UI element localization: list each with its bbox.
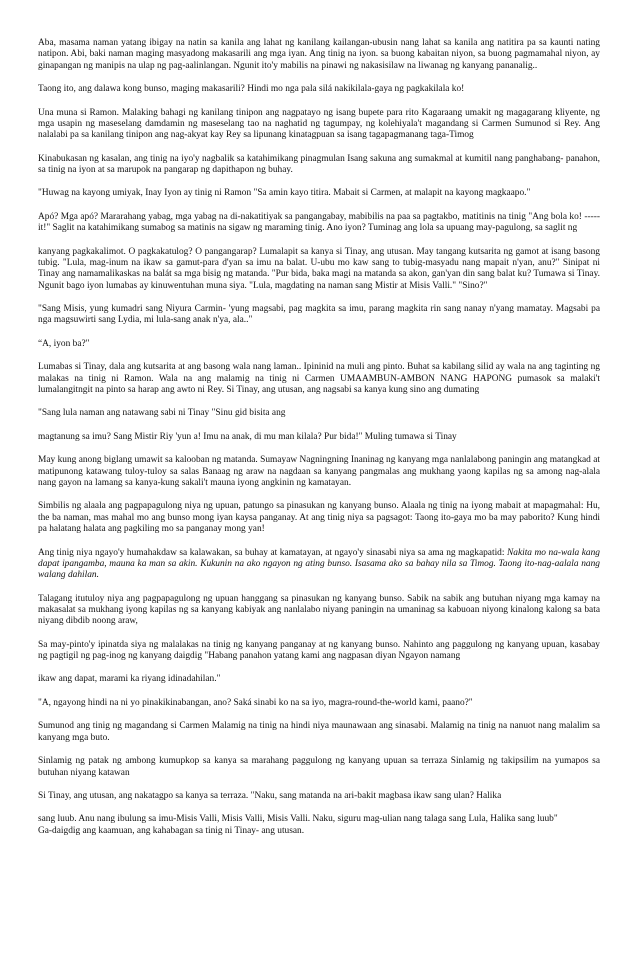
- paragraph: "Sang Misis, yung kumadri sang Niyura Carmin- 'yung magsabi, pag magkita sa imu, parang magkita rin sang nanay n'yang mamatay. Magsabi pa nga magsuwirti sang Lydia, mi lula-sang anak n'ya, ala..": [38, 304, 600, 326]
- paragraph: magtanung sa imu? Sang Mistir Riy 'yun a! Imu na anak, di mu man kilala? Pur bida!" Muling tumawa si Tinay: [38, 431, 457, 442]
- paragraph: Aba, masama naman yatang ibigay na natin sa kanila ang lahat ng kanilang kailangan-ubusin nang lahat sa kanila ang natitira pa sa kaunti nating natipon. Abi, baki naman maging masyadong makasarili ang mga iyan. Ang tinig na iyon. sa buong kabaitan niyon, sa buong pagmamahal niyon, ay ginapangan ng manipis na ulap ng pag-aalinlangan. Ngunit ito'y mabilis na pinawi ng nakasisilaw na liwanag ng kanyang pananalig..: [38, 38, 600, 71]
- paragraph: Kinabukasan ng kasalan, ang tinig na iyo'y nagbalik sa katahimikang pinagmulan Isang sakuna ang sumakmal at kumitil nang panghabang- panahon, sa tinig na iyon at sa marupok na pangarap ng dapithapon ng buhay.: [38, 153, 600, 175]
- paragraph: sang luub. Anu nang ibulung sa imu-Misis Valli, Misis Valli, Misis Valli. Naku, siguru mag-ulian nang talaga sang Lula, Halika sang luub": [38, 814, 558, 825]
- paragraph: Apó? Mga apó? Mararahang yabag, mga yabag na di-nakatitiyak sa pangangabay, mabibilis na paa sa pagtakbo, matitinis na tinig "Ang bola ko! -----it!" Saglit na katahimikang sumabog sa matinis na sigaw ng maraming tinig. Ano iyon? Tuminag ang lola sa upuang may-pagulong, sa saglit ng: [38, 211, 600, 234]
- paragraph: Talagang itutuloy niya ang pagpapagulong ng upuan hanggang sa pinasukan ng kanyang bunso. Sabik na sabik ang butuhan niyang mga kamay na makasalat sa mukhang iyong kapilas ng sa kanyang kabiyak ang nanlalabo niyang paningin na umaninag sa kabuoan niyong kinalong kalong sa bata niyang dibdib noong araw,: [38, 593, 600, 627]
- paragraph: Ga-daigdig ang kaamuan, ang kahabagan sa tinig ni Tinay- ang utusan.: [38, 825, 305, 836]
- paragraph: “A, iyon ba?": [38, 338, 90, 349]
- paragraph: kanyang pagkakalimot. O pagkakatulog? O pangangarap? Lumalapit sa kanya si Tinay, ang utusan. May tangang kutsarita ng gamot at isang basong tubig. "Lula, mag-inum na ikaw sa gamut-para d'yan sa imu na balat. U-ubu mo kaw sang to tubig-masyadu nang mapait n'yan, anu?" Sinipat ni Tinay ang namamalikaskas na balát sa mga bisig ng matanda. "Pur bida, baka magi na matanda sa akon, gan'yan din sang balat ku? Tumawa si Tinay. Ngunit bago iyon lumabas ay kinuwentuhan muna siya. "Lula, magdating na naman sang Mistir at Misis Valli." "Sino?": [38, 246, 600, 291]
- paragraph: [38, 548, 600, 582]
- paragraph: Sa may-pinto'y ipinatda siya ng malalakas na tinig ng kanyang panganay at ng kanyang bunso. Nahinto ang paggulong ng kanyang upuan, kasabay ng pagtigil ng pag-inog ng kanyang daigdig "Habang panahon yatang kami ang nagpasan diyan Ngayon namang: [38, 639, 600, 661]
- paragraph: Simbilis ng alaala ang pagpapagulong niya ng upuan, patungo sa pinasukan ng kanyang bunso. Alaala ng tinig na iyong mabait at mapagmahal: Hu, the ba naman, mas mahal mo ang bunso mong iyan kaysa panganay. At ang tinig niya sa pagsagot: Taong ito-gaya mo ba may paborito? Kung hindi pa halatang halata ang pagkiling mo sa panganay mong yan!: [38, 501, 600, 535]
- paragraph: "A, ngayong hindi na ni yo pinakikinabangan, ano? Saká sinabi ko na sa iyo, magra-round-the-world kami, paano?": [38, 697, 473, 708]
- paragraph: Taong ito, ang dalawa kong bunso, maging makasarili? Hindi mo nga pala silá nakikilala-gaya ng pagkakilala ko!: [38, 84, 465, 95]
- paragraph: Sumunod ang tinig ng magandang si Carmen Malamig na tinig na hindi niya maunawaan ang sinasabi. Malamig na tinig na nanuot nang malalim sa kanyang mga buto.: [38, 721, 600, 743]
- paragraph: May kung anong biglang umawit sa kalooban ng matanda. Sumayaw Nagningning Inaninag ng kanyang mga nanlalabong paningin ang matangkad at matipunong katawang tuloy-tuloy sa salas Banaag ng araw na nagdaan sa kanyang pangmalas ang mukhang yaong kapilas ng sa among nag-alala nang gayon na lamang sa kanya-kung sakali't mauna iyong angkinin ng kamatayan.: [38, 455, 600, 488]
- paragraph: "Huwag na kayong umiyak, Inay Iyon ay tinig ni Ramon "Sa amin kayo titira. Mabait si Carmen, at malapit na kayong magkaapo.": [38, 188, 531, 199]
- paragraph: Una muna si Ramon. Malaking bahagi ng kanilang tinipon ang nagpatayo ng isang bupete para rito Kagaraang umakit ng magagarang kliyente, ng mga usapin ng maseselang damdamin ng maseselang tao na naghatid ng tagumpay, ng kolehiyala't magandang si Carmen Sumunod si Rey. Ang nalalabi pa sa kanilang tinipon ang nag-akyat kay Rey sa lipunang kinatagpuan sa isang tagapagmanang taga-Timog: [38, 107, 600, 141]
- paragraph: Lumabas si Tinay, dala ang kutsarita at ang basong wala nang laman.. Ipininid na muli ang pinto. Buhat sa kabilang silid ay wala na ang taginting ng malakas na tinig ni Ramon. Wala na ang malamig na tinig ni Carmen UMAAMBUN-AMBON NANG HAPONG pumasok sa malaki't lumalangitngit na pinto sa harap ang awto ni Rey. Si Tinay, ang utusan, ang nagsabi sa kanya kung sino ang dumating: [38, 362, 600, 395]
- document-page: [38, 38, 600, 849]
- paragraph-italic-text: Nakita mo na-wala kang dapat ipangamba, mauna ka man sa akin. Kukunin na ako ngayon ng ating bunso. Isasama ako sa bahay nila sa Timog. Taong ito-nag-aalala nang walang dahilan.: [38, 547, 600, 581]
- paragraph: "Sang lula naman ang natawang sabi ni Tinay "Sinu gid bisita ang: [38, 408, 286, 419]
- paragraph-text: Ang tinig niya ngayo'y humahakdaw sa kalawakan, sa buhay at kamatayan, at ngayo'y sinasabi niya sa ama ng magkapatid:: [38, 547, 507, 558]
- paragraph: Si Tinay, ang utusan, ang nakatagpo sa kanya sa terraza. "Naku, sang matanda na ari-bakit magbasa ikaw sang ulan? Halika: [38, 791, 502, 801]
- paragraph: Sinlamig ng patak ng ambong kumupkop sa kanya sa marahang paggulong ng kanyang upuan sa terraza Sinlamig ng takipsilim na yumapos sa butuhan niyang katawan: [38, 756, 600, 778]
- paragraph: ikaw ang dapat, marami ka riyang idinadahilan.": [38, 674, 221, 685]
